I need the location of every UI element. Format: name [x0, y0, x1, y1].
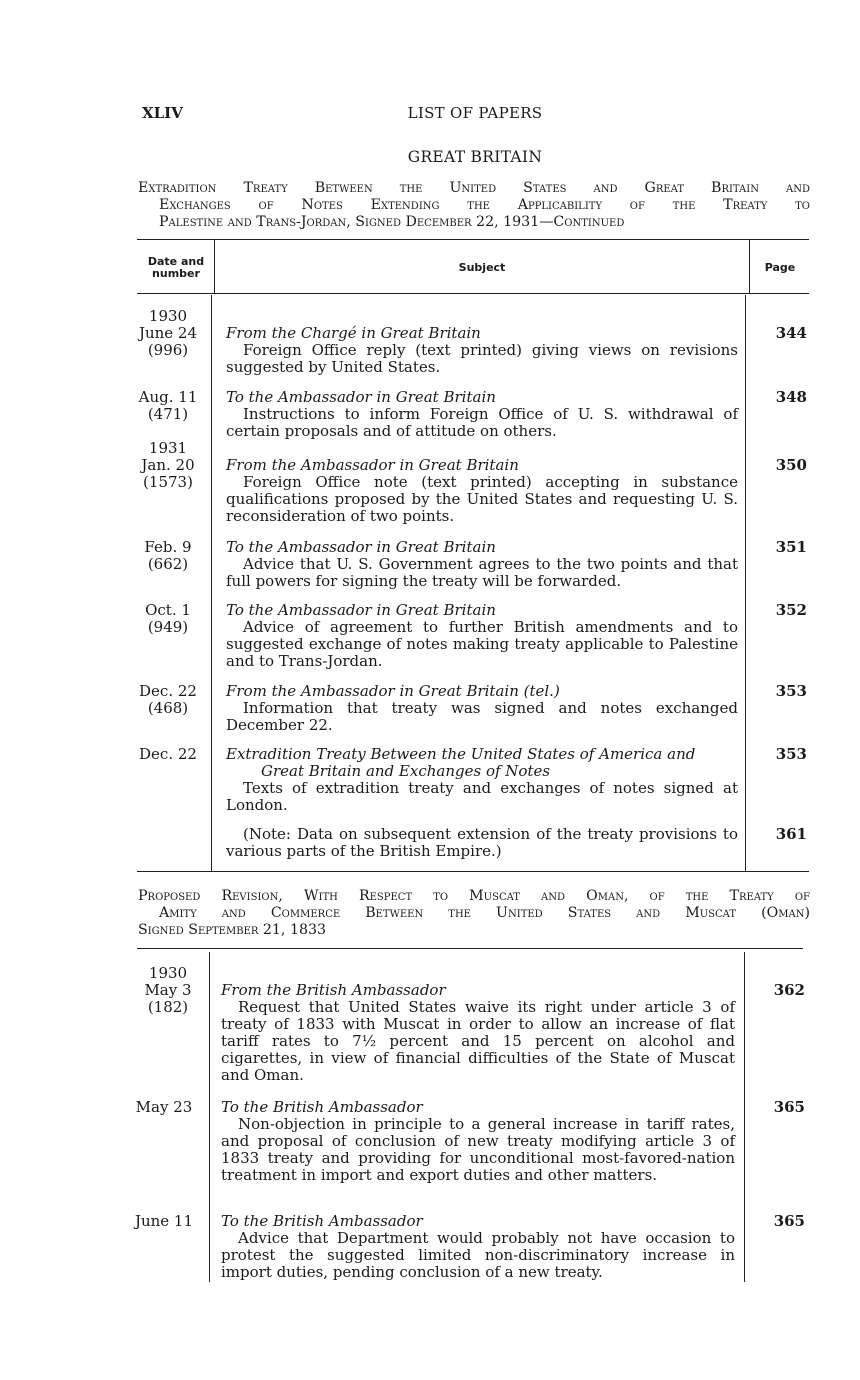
- entry-body: Instructions to inform Foreign Office of U. S. withdrawal of certain proposals and of attitude on others.: [226, 405, 738, 440]
- section-title-line: Extradition Treaty Between the United States and Great Britain and: [138, 180, 810, 196]
- date-day: Oct. 1: [145, 601, 191, 619]
- entry-heading: To the British Ambassador: [221, 1212, 423, 1230]
- date-day: Aug. 11: [138, 388, 198, 406]
- column-divider: [209, 952, 210, 1282]
- entry-subject: [226, 602, 738, 670]
- section-title-line: Proposed Revision, With Respect to Muscat and Oman, of the Treaty of: [138, 888, 810, 904]
- entry-page: 365: [773, 1212, 805, 1230]
- column-header-date: Date and number: [147, 255, 205, 280]
- entry-subject: [226, 826, 738, 860]
- running-title: LIST OF PAPERS: [407, 104, 543, 122]
- date-year: 1930: [148, 964, 188, 982]
- entry-body: Non-objection in principle to a general increase in tariff rates, and proposal of conclusion of new treaty modifying article 3 of 1833 treaty and providing for unconditional most-favored-nation treatment in import and export duties and other matters.: [221, 1115, 735, 1184]
- entry-page: 353: [775, 682, 807, 700]
- entry-subject: [226, 539, 738, 590]
- column-header-page: Page: [764, 261, 796, 274]
- entry-heading: To the Ambassador in Great Britain: [226, 601, 496, 619]
- entry-subject: [226, 746, 738, 814]
- table-top-rule: [137, 948, 803, 949]
- page-number: XLIV: [142, 104, 183, 122]
- entry-page: 348: [775, 388, 807, 406]
- entry-heading: From the Ambassador in Great Britain: [226, 456, 519, 474]
- section-title: [138, 180, 810, 231]
- date-day: Dec. 22: [139, 745, 197, 763]
- entry-page: 351: [775, 538, 807, 556]
- column-divider: [749, 240, 750, 293]
- column-divider: [744, 952, 745, 1282]
- entry-body: Advice of agreement to further British amendments and to suggested exchange of notes making treaty applicable to Palestine and to Trans-Jordan.: [226, 618, 738, 670]
- entry-page: 361: [775, 825, 807, 843]
- running-header: [140, 104, 810, 128]
- entry-subject: [226, 325, 738, 376]
- entry-subject: [221, 1099, 735, 1184]
- table-header-rule: [137, 293, 809, 294]
- entry-subject: [226, 683, 738, 734]
- date-day: May 23: [135, 1098, 193, 1116]
- table-bottom-rule: [137, 871, 809, 872]
- country-heading: GREAT BRITAIN: [407, 148, 543, 166]
- entry-date: [130, 1099, 198, 1116]
- entry-date: [130, 1213, 198, 1230]
- entry-body: Foreign Office reply (text printed) giving views on revisions suggested by United States.: [226, 341, 738, 376]
- entry-body: Foreign Office note (text printed) accepting in substance qualifications proposed by the United States and requesting U. S. reconsideration of two points.: [226, 473, 738, 525]
- entry-page: 352: [775, 601, 807, 619]
- entry-body: (Note: Data on subsequent extension of the treaty provisions to various parts of the British Empire.): [226, 825, 738, 860]
- entry-page: 353: [775, 745, 807, 763]
- date-number: (662): [147, 555, 189, 573]
- column-divider: [214, 240, 215, 293]
- entry-date: [134, 539, 202, 573]
- date-number: (468): [147, 699, 189, 717]
- date-number: (1573): [143, 473, 193, 491]
- entry-date: [134, 683, 202, 717]
- date-day: Jan. 20: [141, 456, 195, 474]
- date-day: June 11: [134, 1212, 194, 1230]
- entry-date: [134, 389, 202, 423]
- entry-heading: To the Ambassador in Great Britain: [226, 388, 496, 406]
- entry-body: Information that treaty was signed and notes exchanged December 22.: [226, 699, 738, 734]
- entry-page: 365: [773, 1098, 805, 1116]
- date-day: Dec. 22: [139, 682, 197, 700]
- entry-page: 350: [775, 456, 807, 474]
- entry-date: [134, 965, 202, 1016]
- section-title-line: Exchanges of Notes Extending the Applicability of the Treaty to: [159, 197, 810, 213]
- entry-heading: Extradition Treaty Between the United States of America and: [226, 745, 696, 763]
- entry-date: [134, 746, 202, 763]
- entry-subject: [221, 982, 735, 1084]
- entry-subject: [226, 457, 738, 525]
- column-divider: [745, 295, 746, 871]
- entry-heading: From the Chargé in Great Britain: [226, 324, 481, 342]
- date-year: 1931: [148, 439, 188, 457]
- date-number: (471): [147, 405, 189, 423]
- entry-subject: [221, 1213, 735, 1281]
- entry-heading: From the Ambassador in Great Britain (tel.): [226, 682, 560, 700]
- section-title-line: Amity and Commerce Between the United States and Muscat (Oman): [159, 905, 810, 921]
- entry-page: 344: [775, 324, 807, 342]
- section-title-line: Signed September 21, 1833: [138, 922, 327, 938]
- entry-body: Texts of extradition treaty and exchanges of notes signed at London.: [226, 779, 738, 814]
- entry-heading: To the British Ambassador: [221, 1098, 423, 1116]
- section-title: [138, 888, 810, 939]
- column-header-subject: Subject: [458, 261, 506, 274]
- date-number: (182): [147, 998, 189, 1016]
- column-divider: [211, 295, 212, 871]
- date-year: 1930: [148, 307, 188, 325]
- entry-date: [134, 440, 202, 491]
- entry-date: [134, 308, 202, 359]
- entry-page: 362: [773, 981, 805, 999]
- entry-body: Advice that Department would probably not have occasion to protest the suggested limited non-discriminatory increase in import duties, pending conclusion of a new treaty.: [221, 1229, 735, 1281]
- entry-date: [134, 602, 202, 636]
- entry-body: Advice that U. S. Government agrees to the two points and that full powers for signing the treaty will be forwarded.: [226, 555, 738, 590]
- section-title-line: Palestine and Trans-Jordan, Signed December 22, 1931—Continued: [159, 214, 625, 230]
- date-number: (996): [147, 341, 189, 359]
- date-day: Feb. 9: [144, 538, 192, 556]
- date-day: May 3: [144, 981, 192, 999]
- entry-subject: [226, 389, 738, 440]
- entry-heading: From the British Ambassador: [221, 981, 446, 999]
- date-day: June 24: [138, 324, 198, 342]
- table-top-rule: [137, 239, 809, 240]
- date-number: (949): [147, 618, 189, 636]
- entry-body: Request that United States waive its right under article 3 of treaty of 1833 with Muscat in order to allow an increase of flat tariff rates to 7½ percent and 15 percent on alcohol and cigarettes, in view of financial difficulties of the State of Muscat and Oman.: [221, 998, 735, 1084]
- entry-heading-continued: Great Britain and Exchanges of Notes: [261, 762, 551, 780]
- entry-heading: To the Ambassador in Great Britain: [226, 538, 496, 556]
